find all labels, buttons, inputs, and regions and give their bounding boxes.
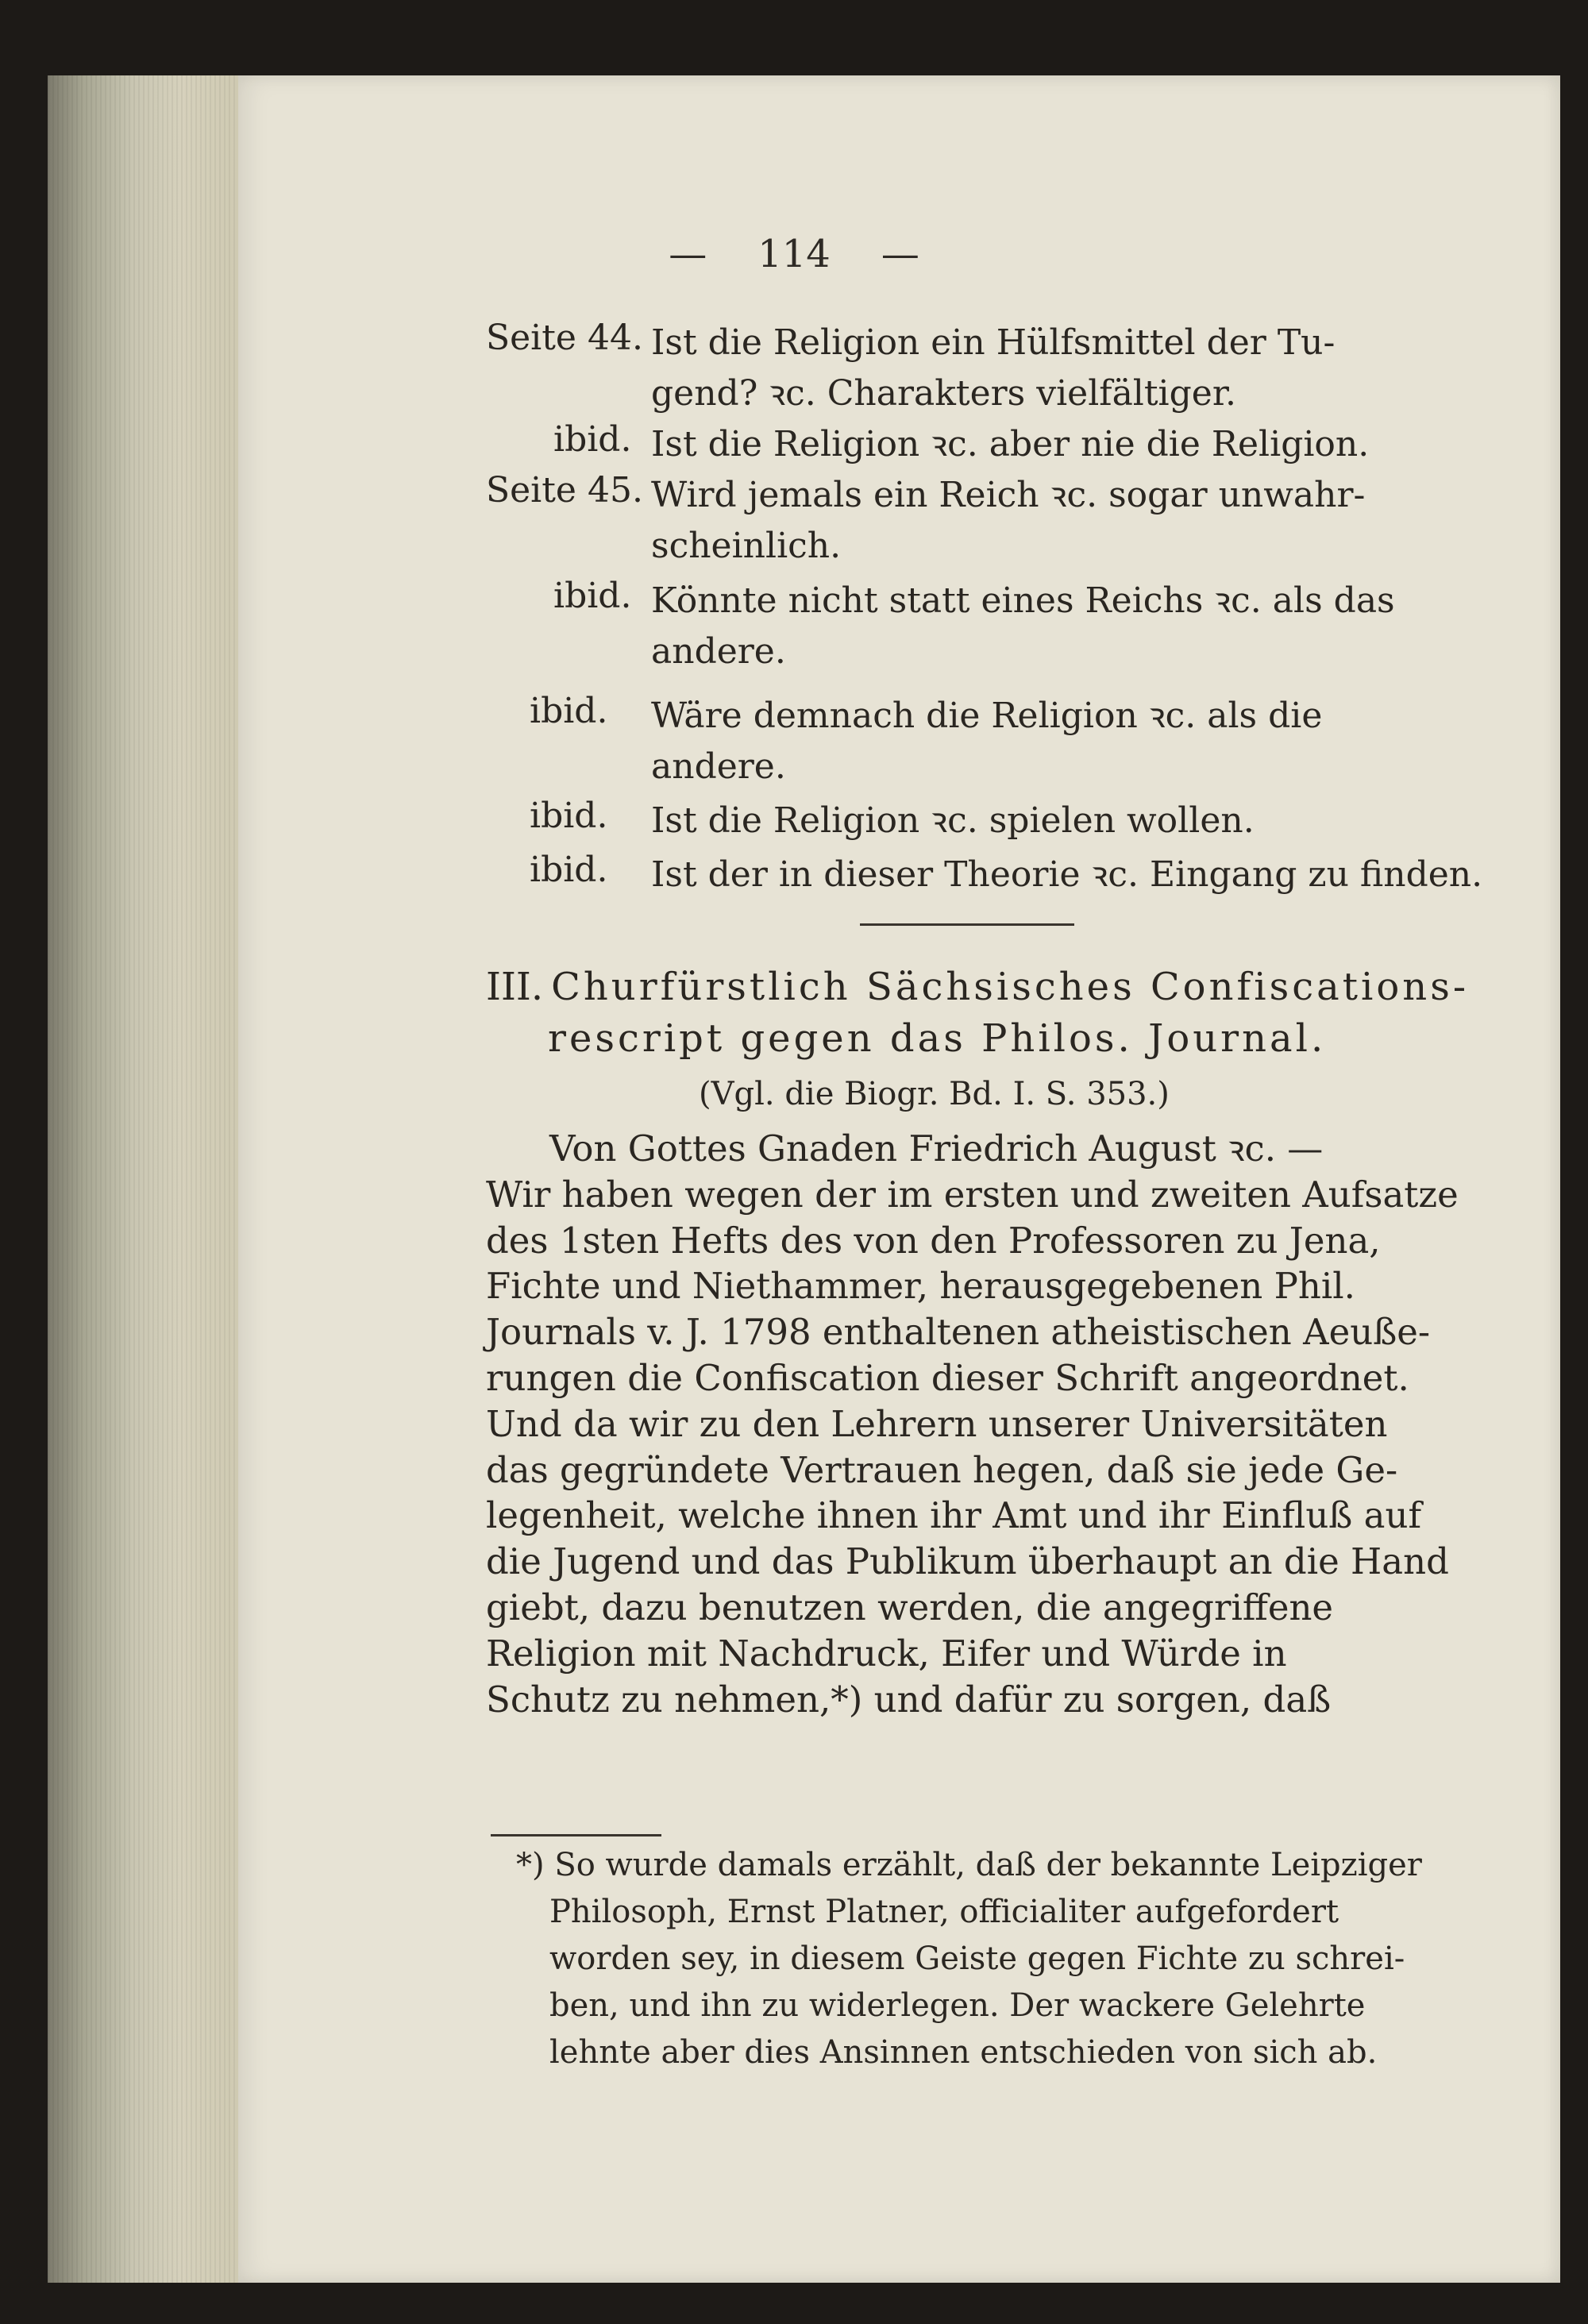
footnote-line: lehnte aber dies Ansinnen entschieden von sich ab. — [549, 2034, 1378, 2071]
body-line: Von Gottes Gnaden Friedrich August ꝛc. — — [549, 1127, 1324, 1170]
errata-text: Ist die Religion ꝛc. aber nie die Religion. — [651, 424, 1370, 464]
body-line: die Jugend und das Publikum überhaupt an die Hand — [486, 1540, 1449, 1583]
body-line: Und da wir zu den Lehrern unserer Universitäten — [486, 1402, 1388, 1445]
main-body-text — [486, 1126, 1459, 1722]
errata-text: Ist die Religion ein Hülfsmittel der Tu- — [651, 322, 1336, 363]
errata-reference: ibid. — [530, 691, 608, 731]
section-number: III. — [486, 965, 544, 1009]
errata-text: scheinlich. — [651, 526, 842, 566]
body-line: Journals v. J. 1798 enthaltenen atheistischen Aeuße- — [486, 1311, 1431, 1354]
section-heading-cont — [548, 1012, 1326, 1065]
body-line: des 1sten Hefts des von den Professoren zu Jena, — [486, 1219, 1381, 1262]
book-fore-edge — [48, 75, 238, 2283]
section-title-line-2: rescript gegen das Philos. Journal. — [548, 1016, 1327, 1061]
errata-text: Wäre demnach die Religion ꝛc. als die — [651, 696, 1323, 736]
errata-text: Ist der in dieser Theorie ꝛc. Eingang zu finden. — [651, 854, 1483, 895]
page-number: — 114 — — [669, 232, 919, 276]
errata-reference: Seite 45. — [486, 470, 643, 511]
body-line: Wir haben wegen der im ersten und zweiten Aufsatze — [486, 1173, 1459, 1216]
body-line: giebt, dazu benutzen werden, die angegriffene — [486, 1586, 1334, 1628]
footnote-line: *) So wurde damals erzählt, daß der bekannte Leipziger — [516, 1847, 1422, 1883]
body-line: Schutz zu nehmen,*) und dafür zu sorgen, daß — [486, 1678, 1332, 1721]
section-title-line-1: Churfürstlich Sächsisches Confiscations- — [551, 965, 1470, 1009]
section-reference: (Vgl. die Biogr. Bd. I. S. 353.) — [699, 1076, 1170, 1112]
errata-reference: Seite 44. — [486, 318, 643, 358]
body-line: Religion mit Nachdruck, Eifer und Würde in — [486, 1632, 1287, 1675]
body-line: Fichte und Niethammer, herausgegebenen Phil. — [486, 1265, 1355, 1308]
body-line: legenheit, welche ihnen ihr Amt und ihr Einfluß auf — [486, 1494, 1422, 1537]
errata-reference: ibid. — [553, 419, 632, 460]
errata-text: andere. — [651, 631, 786, 672]
footnote-divider — [491, 1834, 661, 1836]
errata-text: Ist die Religion ꝛc. spielen wollen. — [651, 800, 1255, 841]
errata-reference: ibid. — [530, 796, 608, 836]
errata-reference: ibid. — [553, 576, 632, 616]
footnote — [516, 1842, 1453, 2076]
errata-text: Wird jemals ein Reich ꝛc. sogar unwahr- — [651, 475, 1366, 515]
errata-reference: ibid. — [530, 850, 608, 890]
section-heading — [486, 961, 1469, 1013]
footnote-line: Philosoph, Ernst Platner, officialiter aufgefordert — [549, 1894, 1339, 1930]
errata-text: gend? ꝛc. Charakters vielfältiger. — [651, 373, 1237, 414]
footnote-line: ben, und ihn zu widerlegen. Der wackere Gelehrte — [549, 1987, 1366, 2024]
footnote-line: worden sey, in diesem Geiste gegen Fichte zu schrei- — [549, 1941, 1405, 1977]
section-divider — [860, 923, 1074, 926]
errata-text: Könnte nicht statt eines Reichs ꝛc. als das — [651, 580, 1395, 621]
body-line: rungen die Confiscation dieser Schrift angeordnet. — [486, 1356, 1409, 1399]
errata-text: andere. — [651, 746, 786, 787]
body-line: das gegründete Vertrauen hegen, daß sie jede Ge- — [486, 1448, 1398, 1491]
